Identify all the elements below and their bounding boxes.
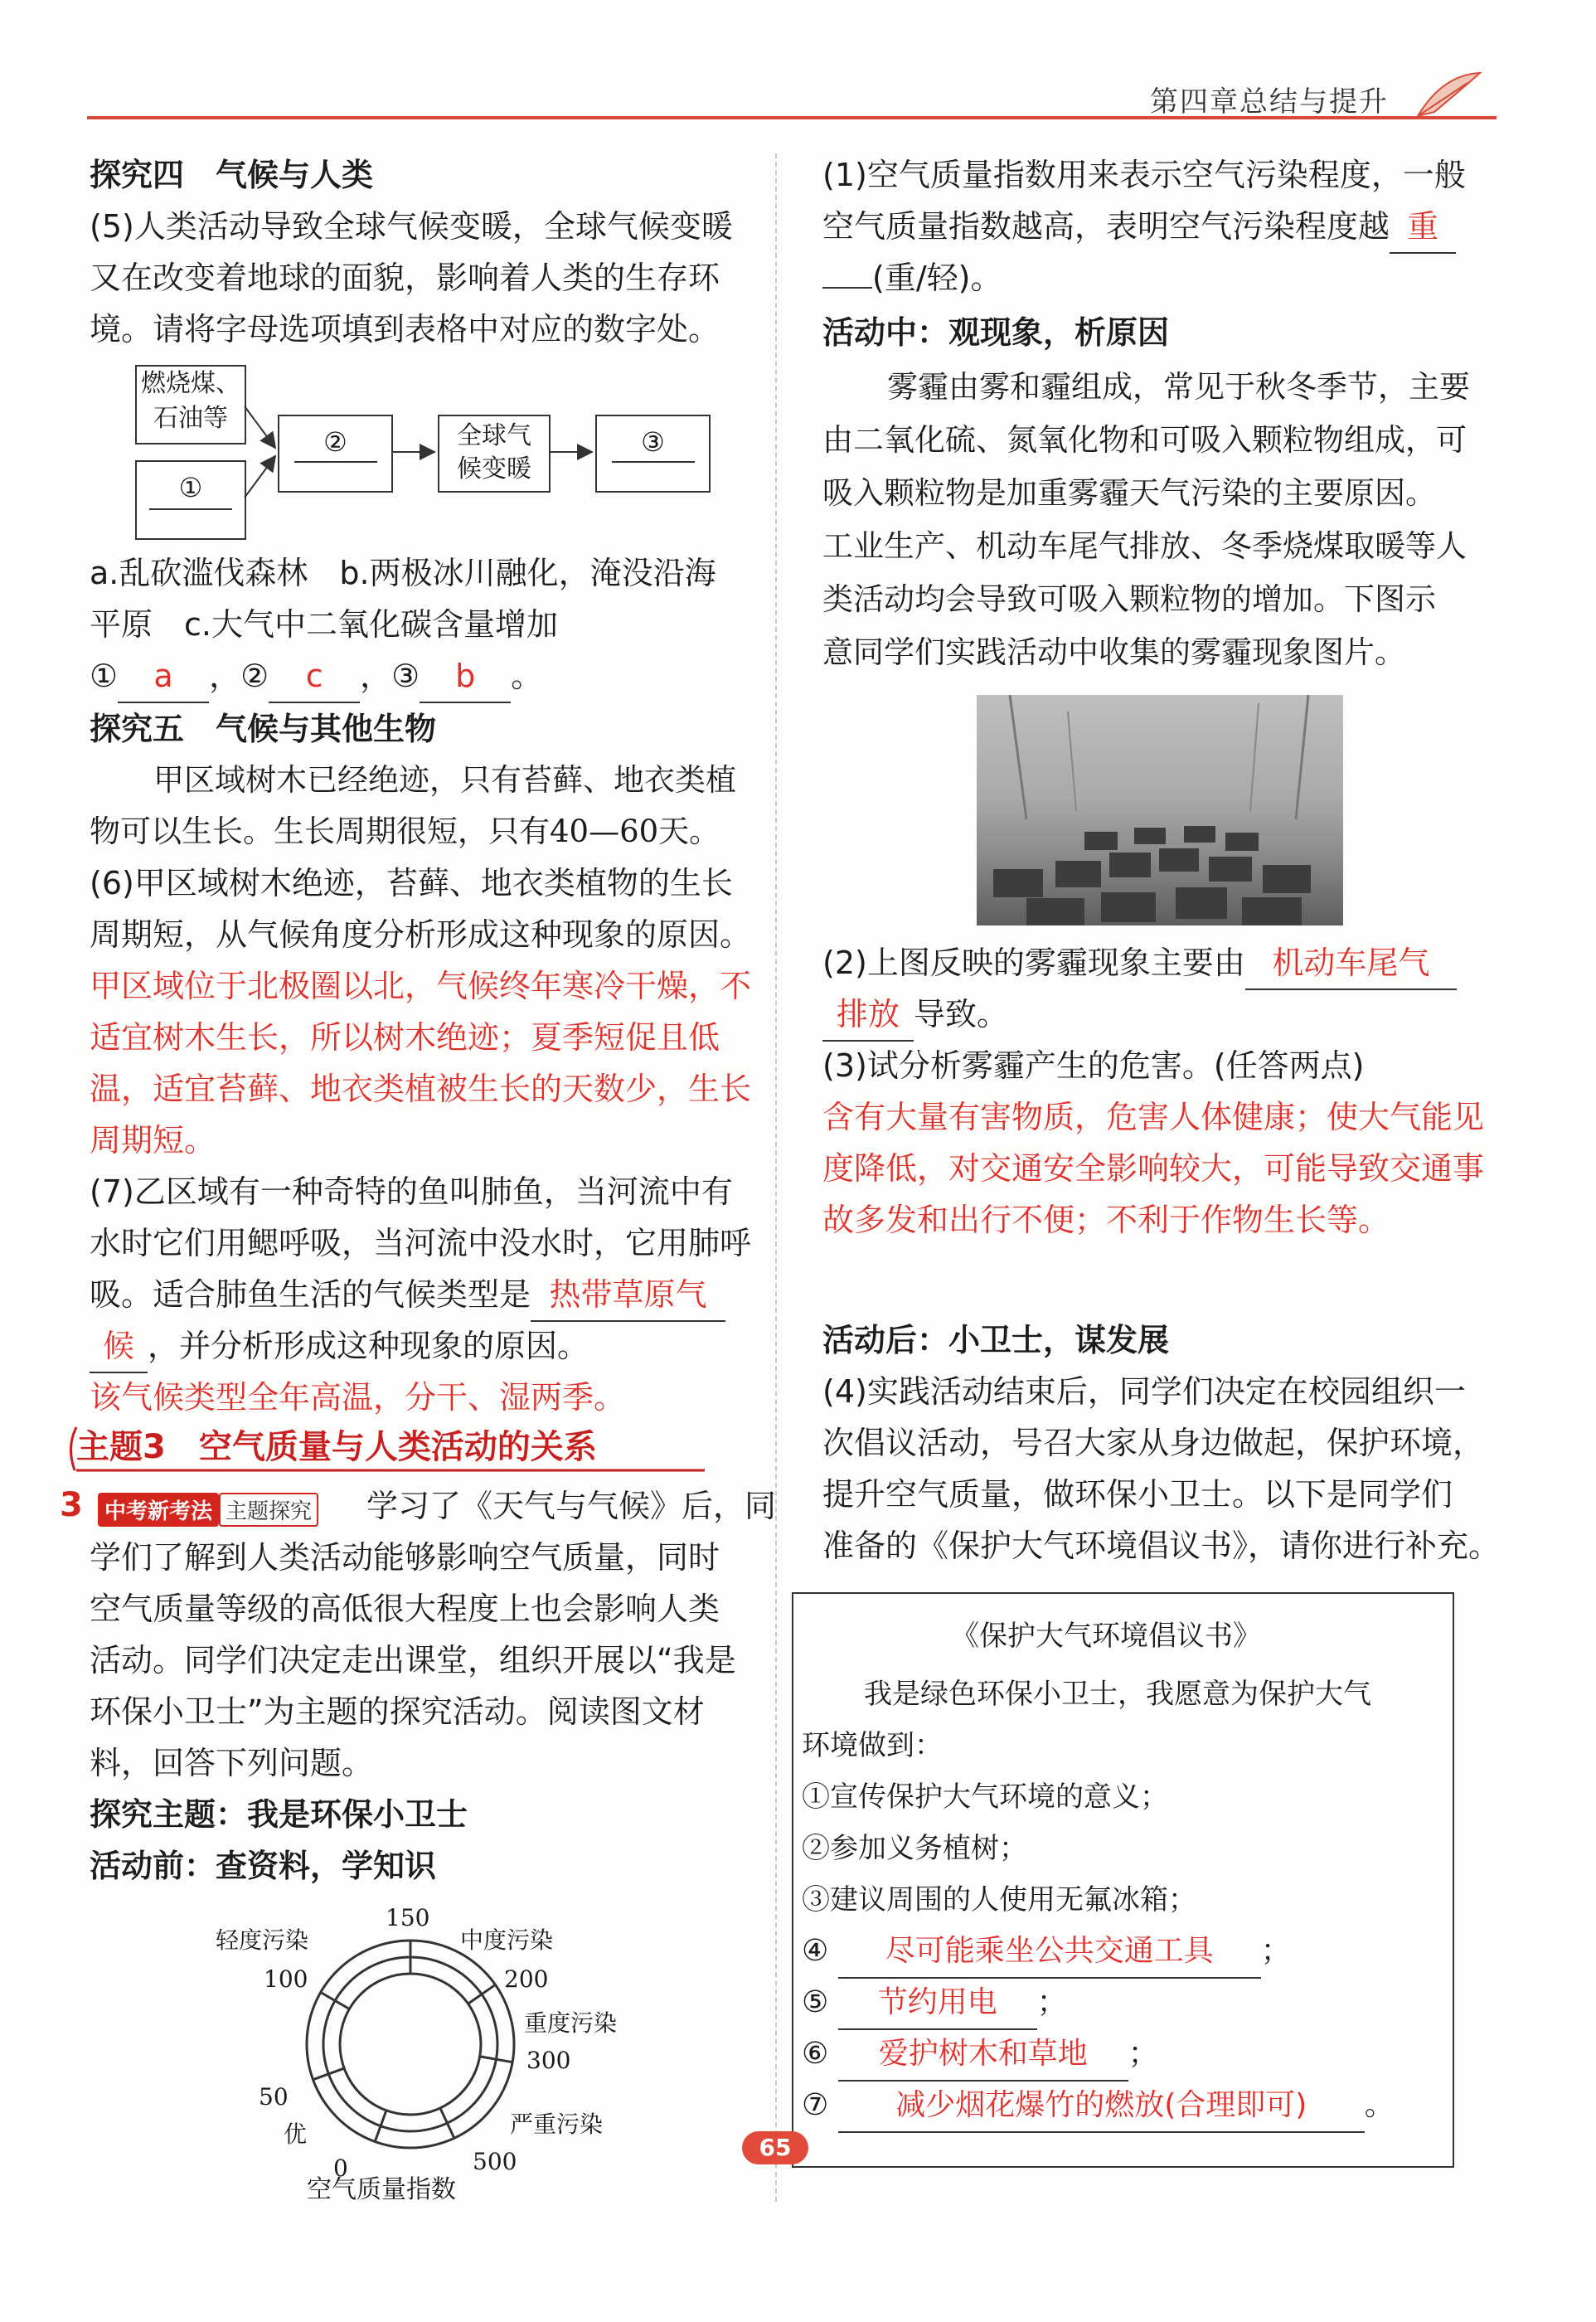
section-five-title: 探究五 气候与其他生物 <box>90 711 437 747</box>
haze-paragraph-line: 工业生产、机动车尾气排放、冬季烧煤取暖等人 <box>822 528 1467 564</box>
haze-paragraph-line: 类活动均会导致可吸入颗粒物的增加。下图示 <box>822 581 1436 617</box>
smog-traffic-photo <box>977 695 1343 925</box>
answer-blank[interactable]: 重 <box>1390 201 1456 254</box>
haze-paragraph-line: 由二氧化硫、氮氧化物和可吸入颗粒物组成，可 <box>822 422 1467 458</box>
proposal-intro: 我是绿色环保小卫士，我愿意为保护大气 <box>864 1678 1371 1711</box>
q2-line: 排放 导致。 <box>822 989 1008 1042</box>
haze-paragraph-line: 意同学们实践活动中收集的雾霾现象图片。 <box>822 634 1405 670</box>
page-number: 65 <box>742 2131 808 2164</box>
gauge-tick-200 <box>468 1984 496 2004</box>
gauge-tick-label: 500 <box>473 2148 517 2175</box>
activity-before-heading: 活动前：查资料，学知识 <box>90 1848 437 1884</box>
answer-blank[interactable]: 机动车尾气 <box>1245 937 1457 990</box>
section-four-title: 探究四 气候与人类 <box>90 157 374 193</box>
gauge-caption: 空气质量指数 <box>307 2175 456 2204</box>
answer-blank[interactable]: a <box>118 650 209 703</box>
q6-answer-line: 甲区域位于北极圈以北，气候终年寒冷干燥，不 <box>90 968 752 1004</box>
q6-line: (6)甲区域树木绝迹，苔藓、地衣类植物的生长 <box>90 865 733 901</box>
proposal-item: ①宣传保护大气环境的意义； <box>802 1780 1168 1814</box>
q3-intro-line: 活动。同学们决定走出课堂，组织开展以“我是 <box>90 1642 736 1678</box>
gauge-level-label: 优 <box>284 2120 308 2148</box>
badge-new-exam: 中考新考法 <box>98 1493 219 1527</box>
answer-blank[interactable]: 爱护树木和草地 <box>838 2028 1128 2082</box>
proposal-item: ⑤ 节约用电 ； <box>802 1977 1067 2030</box>
proposal-intro: 环境做到： <box>802 1729 943 1762</box>
gauge-tick-label: 150 <box>386 1904 430 1931</box>
q1-line: (1)空气质量指数用来表示空气污染程度，一般 <box>822 157 1466 193</box>
gauge-tick-0 <box>375 2111 386 2142</box>
q3-intro-line: 学们了解到人类活动能够影响空气质量，同时 <box>90 1539 720 1576</box>
gauge-tick-label: 300 <box>526 2047 571 2074</box>
question-badges <box>98 1493 318 1527</box>
q3-line: (3)试分析雾霾产生的危害。(任答两点) <box>822 1047 1365 1084</box>
gauge-tick-500 <box>440 2108 454 2138</box>
gauge-tick-100 <box>321 1993 350 2009</box>
answer-blank[interactable]: b <box>420 650 511 703</box>
q7-line: 水时它们用鳃呼吸，当河流中没水时，它用肺呼 <box>90 1225 752 1261</box>
answer-blank[interactable]: 热带草原气 <box>531 1269 725 1322</box>
proposal-item: ③建议周围的人使用无氟冰箱； <box>802 1883 1196 1916</box>
gauge-level-label: 轻度污染 <box>216 1926 309 1954</box>
proposal-item: ⑥ 爱护树木和草地 ； <box>802 2028 1158 2082</box>
answer-blank[interactable]: c <box>269 650 360 703</box>
inquiry-theme: 探究主题：我是环保小卫士 <box>90 1796 468 1833</box>
q1-line: 空气质量指数越高，表明空气污染程度越 重 <box>822 201 1456 254</box>
answer-blank[interactable]: 减少烟花爆竹的燃放(合理即可) <box>838 2080 1365 2133</box>
question-number: 3 <box>60 1486 83 1524</box>
proposal-box <box>792 1592 1454 2168</box>
activity-during-heading: 活动中：观现象，析原因 <box>822 314 1170 351</box>
diagram-box-global-warming: 全球气 候变暖 <box>438 415 551 493</box>
options-line: a.乱砍滥伐森林 b.两极冰川融化，淹没沿海 <box>90 555 716 591</box>
q5-line: 境。请将字母选项填到表格中对应的数字处。 <box>90 311 720 347</box>
answer-blank[interactable]: 候 <box>90 1320 148 1373</box>
diagram-box-3: ③ <box>595 415 711 493</box>
feather-pen-icon <box>1409 66 1484 124</box>
q6-answer-line: 周期短。 <box>90 1122 216 1159</box>
gauge-tick-label: 50 <box>259 2083 289 2111</box>
s5-paragraph-line: 甲区域树木已经绝迹，只有苔藓、地衣类植 <box>153 762 736 798</box>
q3-answer-line: 含有大量有害物质，危害人体健康；使大气能见 <box>822 1099 1485 1135</box>
s5-paragraph-line: 物可以生长。生长周期很短，只有40—60天。 <box>90 814 720 849</box>
diagram-box-fossil-fuel: 燃烧煤、 石油等 <box>135 365 246 444</box>
q7-line: 候 ，并分析形成这种现象的原因。 <box>90 1320 589 1373</box>
aqi-gauge <box>199 1899 647 2204</box>
q6-line: 周期短，从气候角度分析形成这种现象的原因。 <box>90 916 752 953</box>
diagram-arrows <box>240 390 605 522</box>
q4-line: 准备的《保护大气环境倡议书》，请你进行补充。 <box>822 1528 1501 1564</box>
haze-paragraph-line: 吸入颗粒物是加重雾霾天气污染的主要原因。 <box>822 475 1436 511</box>
badge-theme-inquiry: 主题探究 <box>219 1493 318 1527</box>
q3-intro-line: 环保小卫士”为主题的探究活动。阅读图文材 <box>90 1693 705 1730</box>
gauge-level-label: 重度污染 <box>524 2009 618 2037</box>
diagram-box-1: ① <box>135 460 246 540</box>
q5-answer-line: ① a ，② c ，③ b 。 <box>90 650 542 703</box>
q6-answer-line: 温，适宜苔藓、地衣类植被生长的天数少，生长 <box>90 1071 752 1107</box>
q4-line: 次倡议活动，号召大家从身边做起，保护环境， <box>822 1425 1485 1461</box>
gauge-tick-label: 200 <box>504 1965 549 1993</box>
q1-line: (重/轻)。 <box>822 252 1002 304</box>
options-line: 平原 c.大气中二氧化碳含量增加 <box>90 606 558 643</box>
q7-line: (7)乙区域有一种奇特的鱼叫肺鱼，当河流中有 <box>90 1173 733 1210</box>
q3-answer-line: 故多发和出行不便；不利于作物生长等。 <box>822 1202 1390 1238</box>
q4-line: 提升空气质量，做环保小卫士。以下是同学们 <box>822 1476 1453 1513</box>
q3-answer-line: 度降低，对交通安全影响较大，可能导致交通事 <box>822 1150 1485 1187</box>
q3-intro-line: 学习了《天气与气候》后，同 <box>366 1488 777 1524</box>
q3-intro-line: 空气质量等级的高低很大程度上也会影响人类 <box>90 1591 720 1627</box>
answer-blank[interactable]: 节约用电 <box>838 1977 1037 2030</box>
q5-line: 又在改变着地球的面貌，影响着人类的生存环 <box>90 260 720 296</box>
haze-paragraph-line: 雾霾由雾和霾组成，常见于秋冬季节，主要 <box>887 369 1470 405</box>
topic-three-heading: 主题3 空气质量与人类活动的关系 <box>66 1422 705 1472</box>
proposal-title: 《保护大气环境倡议书》 <box>951 1620 1261 1653</box>
answer-blank[interactable]: 排放 <box>822 989 914 1042</box>
chapter-title: 第四章总结与提升 <box>1150 85 1389 119</box>
q4-line: (4)实践活动结束后，同学们决定在校园组织一 <box>822 1373 1466 1410</box>
q3-intro-line: 料，回答下列问题。 <box>90 1745 374 1781</box>
q6-answer-line: 适宜树木生长，所以树木绝迹；夏季短促且低 <box>90 1019 720 1056</box>
q7-line: 吸。适合肺鱼生活的气候类型是 热带草原气 <box>90 1269 725 1322</box>
q5-line: (5)人类活动导致全球气候变暖，全球气候变暖 <box>90 208 733 245</box>
diagram-box-2: ② <box>278 415 393 493</box>
activity-after-heading: 活动后：小卫士，谋发展 <box>822 1322 1170 1358</box>
proposal-item: ④ 尽可能乘坐公共交通工具 ； <box>802 1926 1291 1979</box>
gauge-tick-50 <box>313 2068 345 2080</box>
gauge-tick-label: 100 <box>264 1965 308 1993</box>
gauge-tick-label: 0 <box>333 2154 348 2182</box>
proposal-item: ⑦ 减少烟花爆竹的燃放(合理即可) 。 <box>802 2080 1395 2133</box>
gauge-level-label: 中度污染 <box>460 1926 554 1954</box>
proposal-item: ②参加义务植树； <box>802 1832 1027 1865</box>
gauge-level-label: 严重污染 <box>510 2111 604 2138</box>
q2-line: (2)上图反映的雾霾现象主要由 机动车尾气 <box>822 937 1457 990</box>
column-divider <box>775 153 777 2202</box>
answer-blank[interactable]: 尽可能乘坐公共交通工具 <box>838 1926 1261 1979</box>
q7-answer-line: 该气候类型全年高温，分干、湿两季。 <box>90 1379 626 1416</box>
